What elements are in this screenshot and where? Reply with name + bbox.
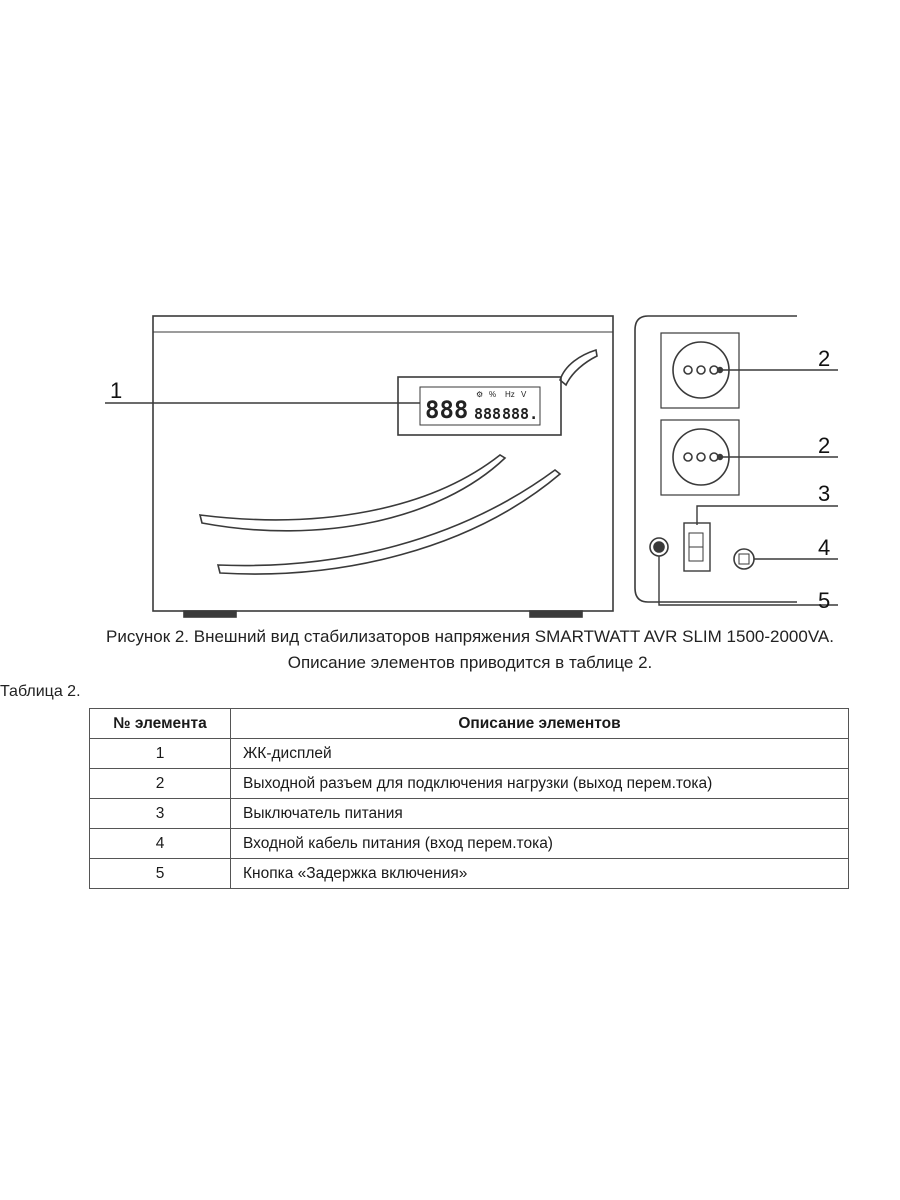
- table-row: [90, 769, 849, 799]
- header-element-number: № элемента: [90, 709, 231, 739]
- row-number: 4: [90, 829, 231, 859]
- row-description: Входной кабель питания (вход перем.тока): [231, 829, 849, 859]
- input-cable: [734, 549, 754, 569]
- callout-3-label: 3: [818, 481, 831, 506]
- callout-4-label: 4: [818, 535, 831, 560]
- row-number: 1: [90, 739, 231, 769]
- callout-1-label: 1: [110, 378, 123, 403]
- table-header-row: [90, 709, 849, 739]
- front-panel-outline: [153, 316, 613, 611]
- row-number: 5: [90, 859, 231, 889]
- callout-2a-label: 2: [818, 346, 831, 371]
- header-element-description: Описание элементов: [231, 709, 849, 739]
- lcd-small-digits-left: 888: [474, 405, 502, 423]
- figure-caption: [0, 624, 900, 676]
- power-switch: [684, 523, 710, 571]
- swoosh-lower: [218, 470, 560, 574]
- front-foot-right: [530, 611, 582, 617]
- swoosh-top: [560, 350, 597, 385]
- lcd-indicator-2: Hz: [505, 390, 515, 399]
- lcd-main-digits: 888: [425, 396, 469, 424]
- lcd-small-digits-right: 888.: [502, 405, 539, 423]
- row-number: 2: [90, 769, 231, 799]
- front-view: [153, 316, 613, 617]
- caption-line-1: Рисунок 2. Внешний вид стабилизаторов напряжения SMARTWATT AVR SLIM 1500-2000VA.: [106, 627, 834, 646]
- row-description: Выключатель питания: [231, 799, 849, 829]
- row-number: 3: [90, 799, 231, 829]
- lcd-indicator-1: %: [489, 390, 497, 399]
- lcd-indicator-0: ⚙: [476, 390, 484, 399]
- row-description: Кнопка «Задержка включения»: [231, 859, 849, 889]
- table-row: [90, 799, 849, 829]
- row-description: Выходной разъем для подключения нагрузки (выход перем.тока): [231, 769, 849, 799]
- callout-3-leader: [697, 506, 838, 525]
- front-foot-left: [184, 611, 236, 617]
- table-row: [90, 739, 849, 769]
- callout-2b-label: 2: [818, 433, 831, 458]
- lcd-indicator-3: V: [521, 390, 527, 399]
- row-description: ЖК-дисплей: [231, 739, 849, 769]
- table-label: Таблица 2.: [0, 683, 81, 700]
- caption-line-2: Описание элементов приводится в таблице 2.: [287, 653, 653, 672]
- table-row: [90, 859, 849, 889]
- swoosh-upper: [200, 455, 505, 531]
- callout-5-label: 5: [818, 588, 831, 613]
- lcd-display: [398, 377, 561, 435]
- table-row: [90, 829, 849, 859]
- delay-button: [650, 538, 668, 556]
- elements-table: [89, 708, 849, 889]
